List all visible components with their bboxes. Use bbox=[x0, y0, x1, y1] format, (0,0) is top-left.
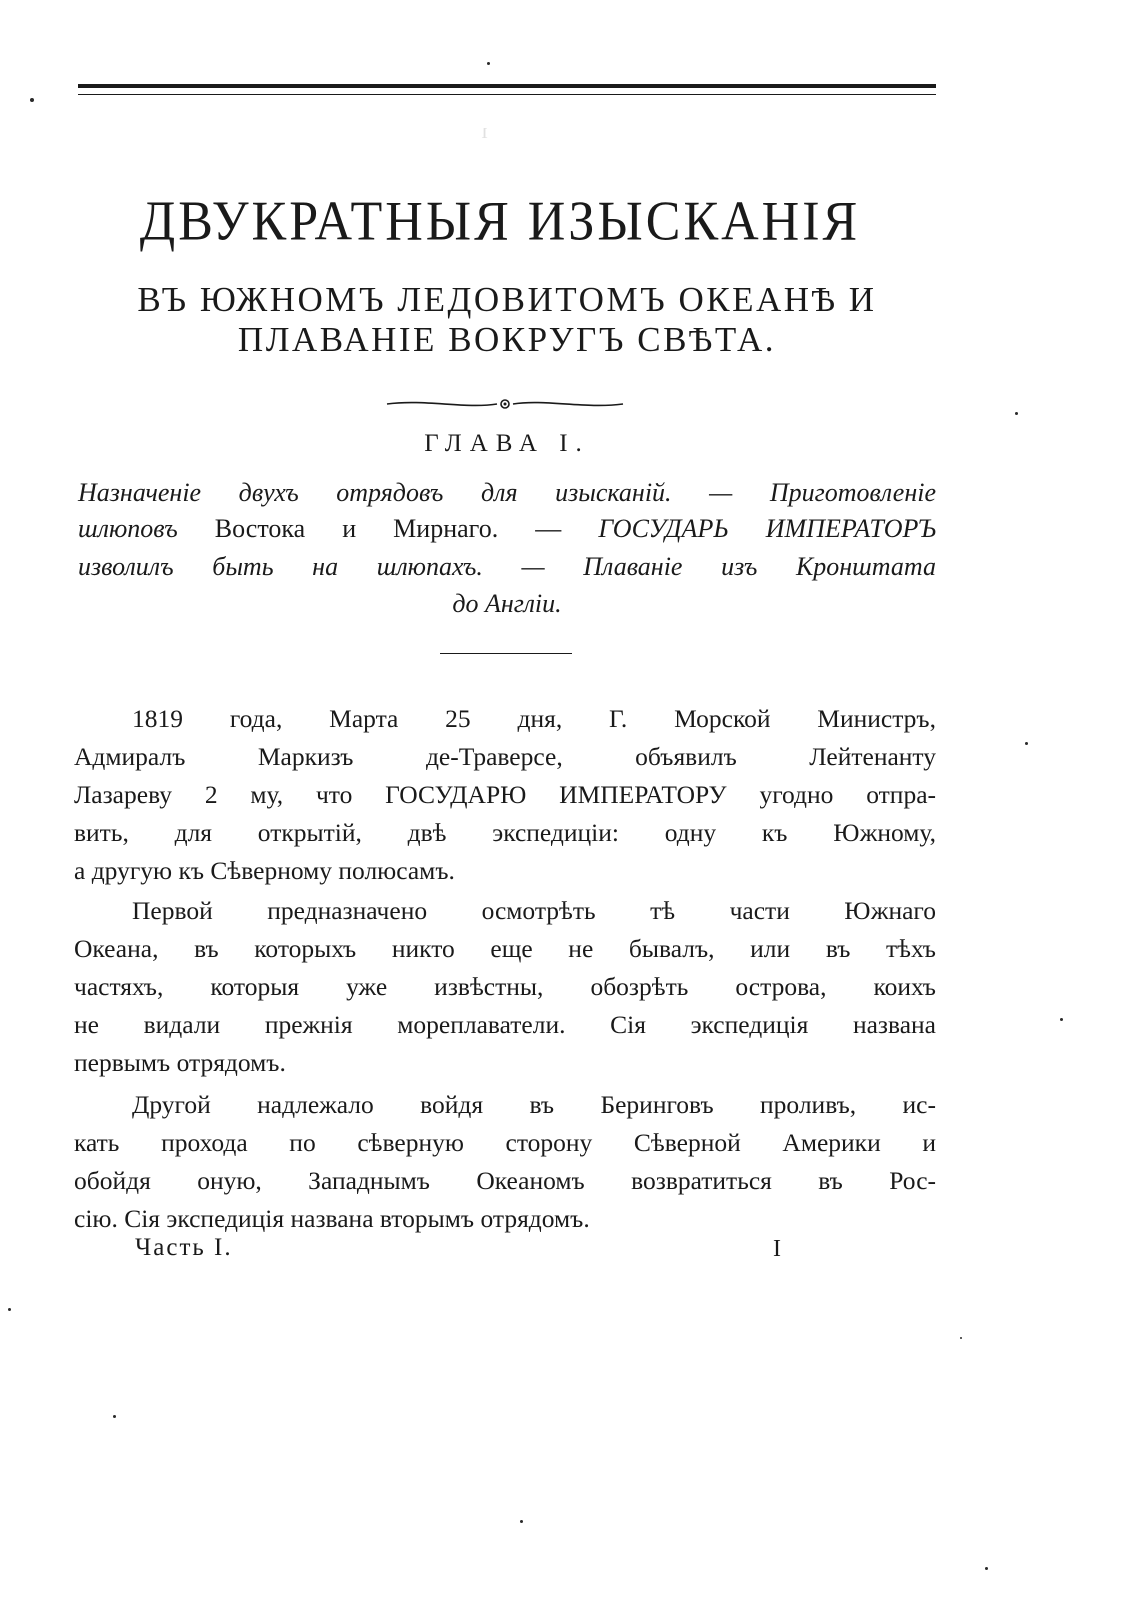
chapter-summary-line-2 bbox=[78, 512, 936, 546]
book-subtitle-line-1: ВЪ ЮЖНОМЪ ЛЕДОВИТОМЪ ОКЕАНѢ И bbox=[137, 280, 877, 319]
summary-text: Назначеніе двухъ отрядовъ для изысканій. — Приготовленіе bbox=[78, 478, 936, 507]
scan-speck bbox=[30, 98, 34, 102]
scan-speck bbox=[1060, 1018, 1063, 1021]
bleed-through: ı bbox=[80, 118, 488, 143]
chapter-heading: ГЛАВА I. bbox=[424, 430, 590, 457]
chapter-summary-line-4: до Англіи. bbox=[452, 589, 562, 618]
body-line: Первой предназначено осмотрѣть тѣ части Южнаго bbox=[132, 896, 936, 925]
body-line: 1819 года, Марта 25 дня, Г. Морской Министръ, bbox=[132, 704, 936, 733]
header-rule-thick bbox=[78, 84, 936, 88]
scan-speck bbox=[960, 1337, 962, 1339]
summary-text: шлюповъ bbox=[78, 514, 178, 543]
header-rule-thin bbox=[78, 94, 936, 95]
scan-speck bbox=[1025, 742, 1028, 745]
signature-mark: I bbox=[773, 1236, 781, 1262]
body-line: Адмиралъ Маркизъ де-Траверсе, объявилъ Лейтенанту bbox=[74, 742, 936, 771]
bleed-through bbox=[70, 355, 76, 381]
book-title: ДВУКРАТНЫЯ ИЗЫСКАНІЯ bbox=[139, 190, 861, 253]
scan-speck bbox=[520, 1520, 523, 1523]
scan-speck bbox=[113, 1415, 116, 1418]
body-line: Лазареву 2 му, что ГОСУДАРЮ ИМПЕРАТОРУ угодно отпра- bbox=[74, 780, 936, 809]
body-line: кать прохода по сѣверную сторону Сѣверной Америки и bbox=[74, 1128, 936, 1157]
body-line: сію. Сія экспедиція названа вторымъ отрядомъ. bbox=[74, 1204, 590, 1233]
chapter-summary-line-3 bbox=[78, 550, 936, 584]
ornament-divider bbox=[385, 397, 625, 411]
chapter-summary-line-1 bbox=[78, 476, 936, 510]
scan-speck bbox=[1015, 412, 1018, 415]
book-subtitle-line-2: ПЛАВАНІЕ ВОКРУГЪ СВѢТА. bbox=[237, 320, 777, 359]
body-line: не видали прежнія мореплаватели. Сія экспедиція названа bbox=[74, 1010, 936, 1039]
part-label: Часть I. bbox=[135, 1234, 233, 1261]
body-line: а другую къ Сѣверному полюсамъ. bbox=[74, 856, 455, 885]
summary-text: Востока и Мирнаго. — bbox=[177, 514, 599, 543]
body-line: первымъ отрядомъ. bbox=[74, 1048, 286, 1077]
summary-rule bbox=[440, 653, 572, 654]
scan-speck bbox=[985, 1567, 988, 1570]
body-line: вить, для открытій, двѣ экспедиціи: одну къ Южному, bbox=[74, 818, 936, 847]
summary-text: изволилъ быть на шлюпахъ. — Плаваніе изъ Кронштата bbox=[78, 552, 936, 581]
body-line: обойдя оную, Западнымъ Океаномъ возвратиться въ Рос- bbox=[74, 1166, 936, 1195]
body-line: Океана, въ которыхъ никто еще не бывалъ, или въ тѣхъ bbox=[74, 934, 936, 963]
body-line: частяхъ, которыя уже извѣстны, обозрѣть острова, коихъ bbox=[74, 972, 936, 1001]
scan-speck bbox=[8, 1308, 11, 1311]
scan-speck bbox=[487, 62, 490, 65]
summary-text: ГОСУДАРЬ ИМПЕРАТОРЪ bbox=[598, 514, 937, 543]
body-line: Другой надлежало войдя въ Беринговъ проливъ, ис- bbox=[132, 1090, 936, 1119]
